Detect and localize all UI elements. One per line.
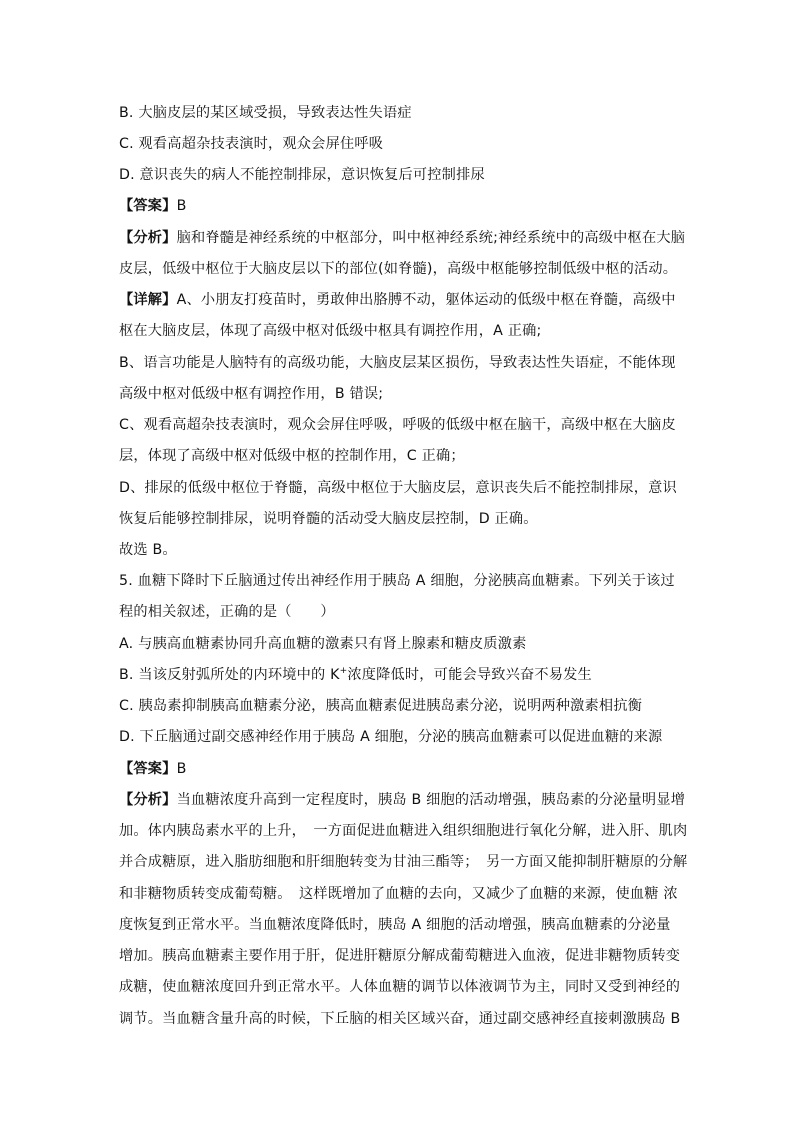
answer-2-tag: 【答案】 — [119, 761, 177, 777]
detail-1-line-6: 层，体现了高级中枢对低级中枢的控制作用，C 正确； — [119, 448, 465, 464]
question-5-line-1: 5. 血糖下降时下丘脑通过传出神经作用于胰岛 A 细胞，分泌胰高血糖素。下列关于该过 — [119, 573, 675, 589]
analysis-2-line-6: 增加。胰高血糖素主要作用于肝，促进肝糖原分解成葡萄糖进入血液，促进非糖物质转变 — [119, 948, 681, 964]
detail-1-line-5: C、观看高超杂技表演时，观众会屏住呼吸，呼吸的低级中枢在脑干，高级中枢在大脑皮 — [119, 417, 676, 433]
answer-1-value: B — [176, 198, 187, 214]
answer-2-value: B — [176, 761, 187, 777]
answer-1 — [119, 196, 187, 216]
question-5-option-c: C. 胰岛素抑制胰高血糖素分泌，胰高血糖素促进胰岛素分泌，说明两种激素相抗衡 — [119, 698, 643, 714]
analysis-2-line-8: 调节。当血糖含量升高的时候，下丘脑的相关区域兴奋，通过副交感神经直接刺激胰岛 B — [119, 1011, 681, 1027]
analysis-2-text: 当血糖浓度升高到一定程度时，胰岛 B 细胞的活动增强，胰岛素的分泌量明显增 — [176, 792, 686, 808]
analysis-2-line-4: 和非糖物质转变成葡萄糖。 这样既增加了血糖的去向，又减少了血糖的来源，使血糖 浓 — [119, 886, 678, 902]
analysis-2-line-3: 并合成糖原，进入脂肪细胞和肝细胞转变为甘油三酯等； 另一方面又能抑制肝糖原的分解 — [119, 854, 688, 870]
option-d-prev: D. 意识丧失的病人不能控制排尿，意识恢复后可控制排尿 — [119, 167, 485, 183]
analysis-2-line-5: 度恢复到正常水平。当血糖浓度降低时，胰岛 A 细胞的活动增强，胰高血糖素的分泌量 — [119, 917, 671, 933]
detail-1-line-3: B、语言功能是人脑特有的高级功能，大脑皮层某区损伤，导致表达性失语症，不能体现 — [119, 355, 676, 371]
analysis-2-line-7: 成糖，使血糖浓度回升到正常水平。人体血糖的调节以体液调节为主，同时又受到神经的 — [119, 979, 681, 995]
analysis-2-line-1 — [119, 790, 685, 810]
detail-1-tag: 【详解】 — [119, 292, 177, 308]
detail-1-line-4: 高级中枢对低级中枢有调控作用，B 错误; — [119, 386, 384, 402]
question-5-option-b — [119, 665, 592, 685]
detail-1-line-2: 枢在大脑皮层，体现了高级中枢对低级中枢具有调控作用，A 正确; — [119, 323, 542, 339]
detail-1-text: A、小朋友打疫苗时，勇敢伸出胳膊不动，躯体运动的低级中枢在脊髓，高级中 — [176, 292, 676, 308]
detail-1-line-8: 恢复后能够控制排尿，说明脊髓的活动受大脑皮层控制，D 正确。 — [119, 511, 538, 527]
analysis-2-line-2: 加。体内胰岛素水平的上升， 一方面促进血糖进入组织细胞进行氧化分解，进入肝、肌肉 — [119, 823, 688, 839]
question-5-line-2: 程的相关叙述，正确的是（ ） — [119, 604, 335, 620]
question-5-option-a: A. 与胰高血糖素协同升高血糖的激素只有肾上腺素和糖皮质激素 — [119, 636, 527, 652]
choose-1: 故选 B。 — [119, 542, 177, 558]
analysis-1-line-2: 皮层，低级中枢位于大脑皮层以下的部位(如脊髓)，高级中枢能够控制低级中枢的活动。 — [119, 261, 678, 277]
option-c-prev: C. 观看高超杂技表演时，观众会屏住呼吸 — [119, 136, 384, 152]
detail-1-line-1 — [119, 290, 676, 310]
detail-1-line-7: D、排尿的低级中枢位于脊髓，高级中枢位于大脑皮层，意识丧失后不能控制排尿，意识 — [119, 480, 677, 496]
option-b-text-post: 浓度降低时，可能会导致兴奋不易发生 — [347, 667, 592, 683]
option-b-superscript: + — [339, 666, 348, 676]
option-b-text-pre: B. 当该反射弧所处的内环境中的 K — [119, 667, 340, 683]
analysis-1-text: 脑和脊髓是神经系统的中枢部分，叫中枢神经系统;神经系统中的高级中枢在大脑 — [176, 230, 686, 246]
option-b-prev: B. 大脑皮层的某区域受损，导致表达性失语症 — [119, 105, 412, 121]
analysis-2-tag: 【分析】 — [119, 792, 177, 808]
analysis-1-line-1 — [119, 228, 685, 248]
answer-1-tag: 【答案】 — [119, 198, 177, 214]
analysis-1-tag: 【分析】 — [119, 230, 177, 246]
question-5-option-d: D. 下丘脑通过副交感神经作用于胰岛 A 细胞，分泌的胰高血糖素可以促进血糖的来源 — [119, 729, 663, 745]
answer-2 — [119, 759, 187, 779]
